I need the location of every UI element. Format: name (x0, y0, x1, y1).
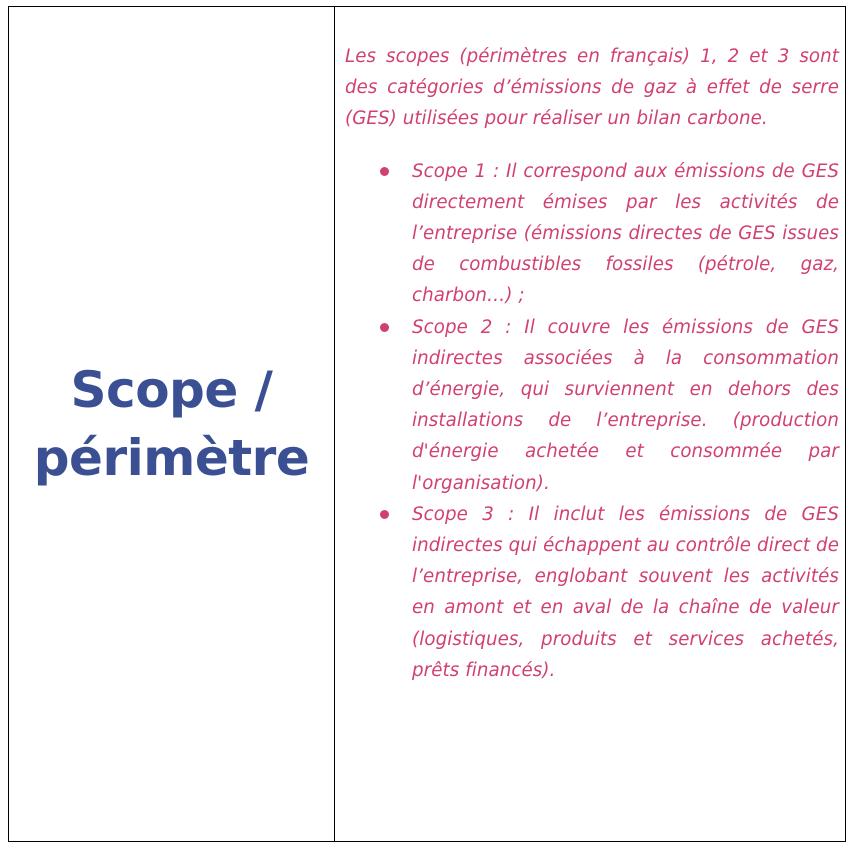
term-line-2: périmètre (33, 429, 310, 487)
definition-cell (335, 7, 845, 841)
bullet-dot-icon (380, 323, 389, 332)
scope-list (345, 156, 839, 686)
scope-1-text: Scope 1 : Il correspond aux émissions de GES directement émises par les activités de l’entreprise (émissions directes de GES issues de combustibles fossiles (pétrole, gaz, charbon…) ; (412, 160, 839, 307)
scope-3-item (345, 499, 839, 686)
definition-table (8, 6, 846, 842)
term-cell (9, 7, 335, 841)
bullet-dot-icon (380, 167, 389, 176)
scope-3-text: Scope 3 : Il inclut les émissions de GES indirectes qui échappent au contrôle direct de l’entreprise, englobant souvent les activités en amont et en aval de la chaîne de valeur (logistiques, produits et services achetés, prêts financés). (412, 503, 839, 681)
scope-1-item (345, 156, 839, 312)
bullet-dot-icon (380, 510, 389, 519)
term-heading (34, 356, 309, 492)
term-line-1: Scope / (70, 361, 273, 419)
scope-2-text: Scope 2 : Il couvre les émissions de GES indirectes associées à la consommation d’énergie, qui surviennent en dehors des installations de l’entreprise. (production d'énergie achetée et consommée par l'organisation). (412, 316, 839, 494)
definition-intro: Les scopes (périmètres en français) 1, 2 et 3 sont des catégories d’émissions de gaz à effet de serre (GES) utilisées pour réaliser un bilan carbone. (345, 46, 839, 130)
scope-2-item (345, 312, 839, 499)
